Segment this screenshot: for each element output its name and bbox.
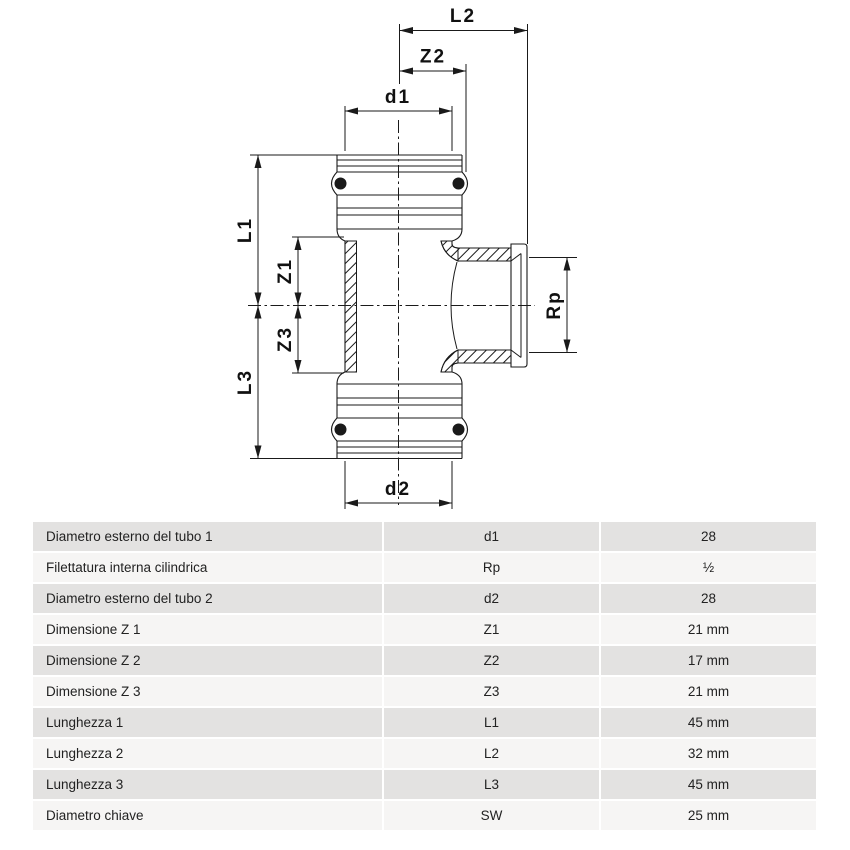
dimension-label-z1: Z1 <box>275 257 296 285</box>
row-symbol: L2 <box>384 739 599 768</box>
table-row <box>33 770 816 799</box>
dimension-label-l2: L2 <box>449 6 477 27</box>
dimension-label-rp: Rp <box>544 290 565 320</box>
table-row <box>33 615 816 644</box>
oring-dot <box>335 424 347 436</box>
dimension-label-l1: L1 <box>235 216 256 244</box>
row-label: Lunghezza 3 <box>33 770 382 799</box>
row-symbol: L1 <box>384 708 599 737</box>
body-walls <box>345 241 458 372</box>
table-row <box>33 677 816 706</box>
dimension-label-d2: d2 <box>384 479 412 500</box>
row-label: Lunghezza 1 <box>33 708 382 737</box>
top-fillet-section <box>441 241 458 261</box>
row-symbol: Z3 <box>384 677 599 706</box>
table-row <box>33 646 816 675</box>
row-value: 45 mm <box>601 770 816 799</box>
row-label: Diametro esterno del tubo 1 <box>33 522 382 551</box>
row-symbol: SW <box>384 801 599 830</box>
dimension-l3 <box>235 306 262 459</box>
dimension-d2 <box>345 479 452 507</box>
row-value: 28 <box>601 584 816 613</box>
table-row <box>33 584 816 613</box>
dimension-label-l3: L3 <box>235 368 256 396</box>
branch-bottom-wall-section <box>458 350 511 363</box>
table-row <box>33 522 816 551</box>
row-label: Diametro chiave <box>33 801 382 830</box>
table-row <box>33 739 816 768</box>
dimension-z2 <box>400 47 467 75</box>
branch-top-wall-section <box>458 248 511 261</box>
row-label: Diametro esterno del tubo 2 <box>33 584 382 613</box>
row-value: 17 mm <box>601 646 816 675</box>
row-value: 21 mm <box>601 615 816 644</box>
dimension-rp <box>544 258 571 353</box>
row-value: 45 mm <box>601 708 816 737</box>
dimension-z1 <box>275 237 302 306</box>
dimension-l2 <box>400 6 528 34</box>
row-symbol: d1 <box>384 522 599 551</box>
dimensions <box>235 6 577 509</box>
row-label: Dimensione Z 2 <box>33 646 382 675</box>
left-wall-section <box>345 241 357 372</box>
fitting-body <box>248 120 535 505</box>
row-symbol: L3 <box>384 770 599 799</box>
row-value: 21 mm <box>601 677 816 706</box>
row-label: Filettatura interna cilindrica <box>33 553 382 582</box>
bottom-fillet-section <box>441 350 458 372</box>
row-value: 32 mm <box>601 739 816 768</box>
dimension-label-z3: Z3 <box>275 325 296 353</box>
dimension-label-z2: Z2 <box>419 46 447 68</box>
dimension-d1 <box>345 87 452 115</box>
row-symbol: Rp <box>384 553 599 582</box>
oring-dot <box>453 178 465 190</box>
table-row <box>33 708 816 737</box>
oring-dot <box>335 178 347 190</box>
row-label: Dimensione Z 1 <box>33 615 382 644</box>
row-symbol: Z1 <box>384 615 599 644</box>
table-row <box>33 801 816 830</box>
dimension-z3 <box>275 306 302 374</box>
row-symbol: d2 <box>384 584 599 613</box>
row-value: 25 mm <box>601 801 816 830</box>
row-value: ½ <box>601 553 816 582</box>
row-label: Lunghezza 2 <box>33 739 382 768</box>
row-label: Dimensione Z 3 <box>33 677 382 706</box>
oring-dot <box>453 424 465 436</box>
spec-table <box>33 522 816 832</box>
bottom-press-socket <box>332 372 468 459</box>
dimension-label-d1: d1 <box>384 87 412 108</box>
top-press-socket <box>332 155 468 241</box>
extension-lines <box>250 24 577 509</box>
table-row <box>33 553 816 582</box>
row-symbol: Z2 <box>384 646 599 675</box>
dimension-l1 <box>235 155 262 306</box>
row-value: 28 <box>601 522 816 551</box>
